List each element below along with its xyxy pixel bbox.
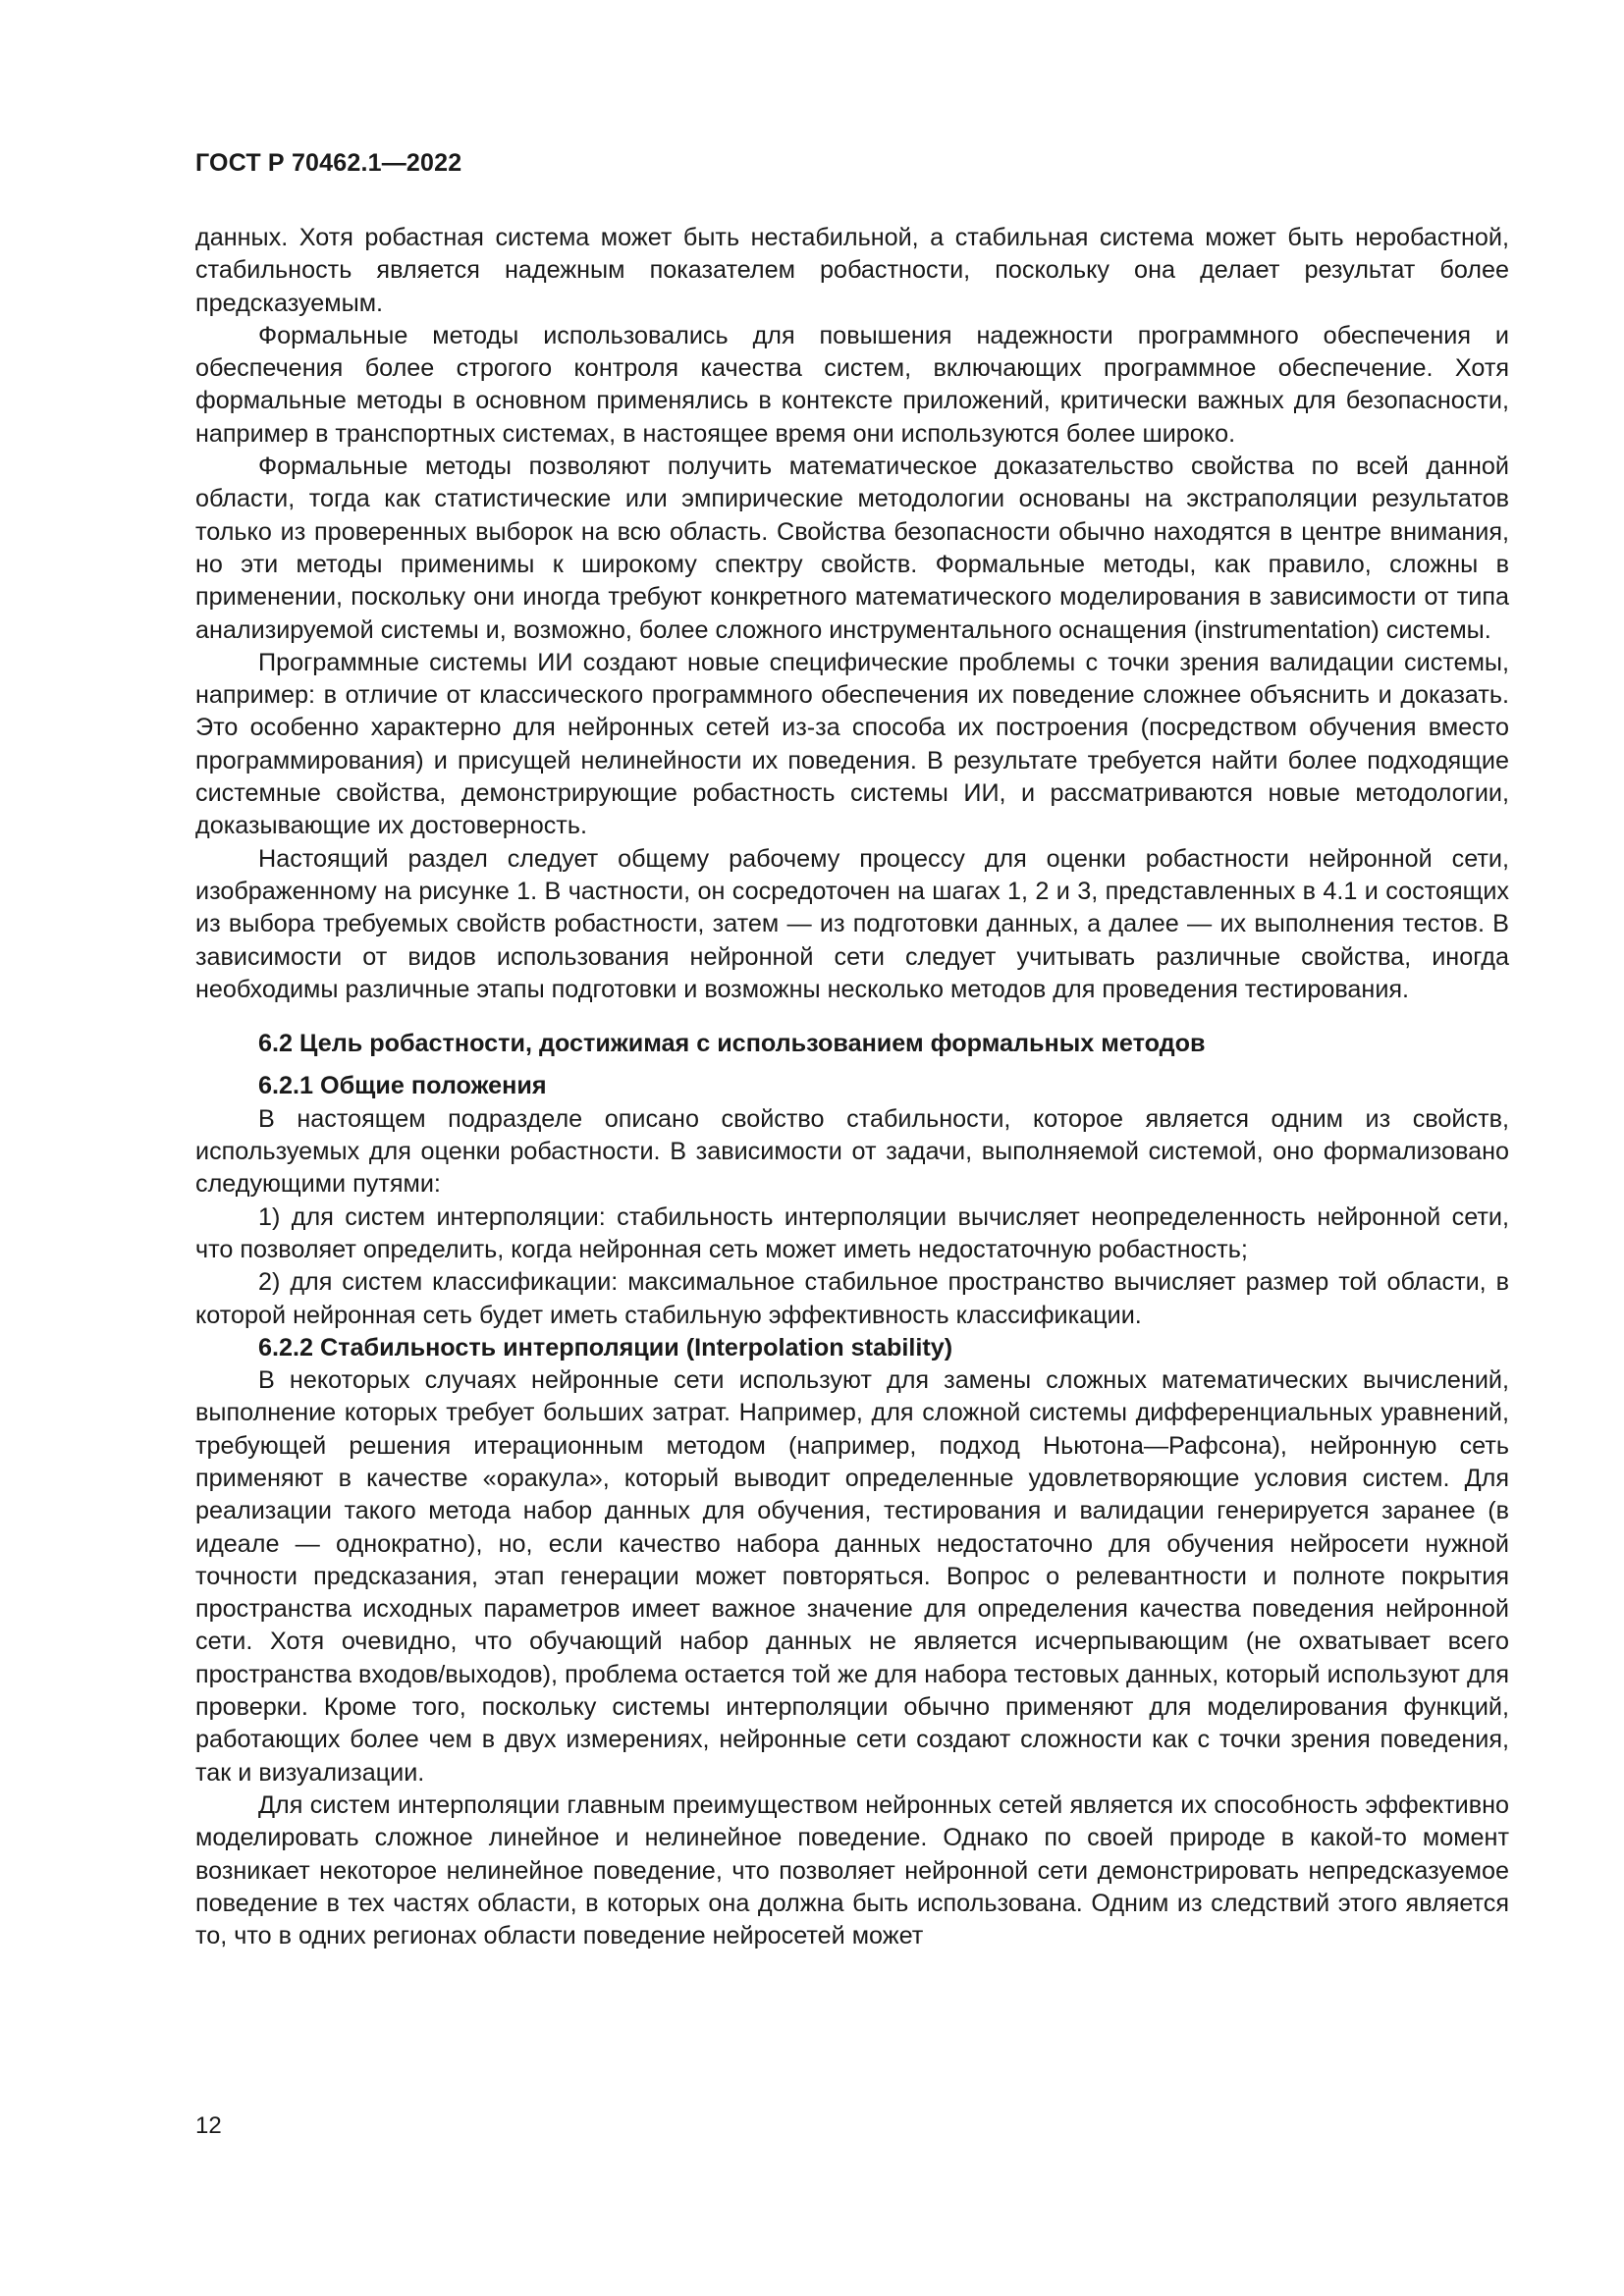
list-item: 2) для систем классификации: максимальное стабильное пространство вычисляет размер той области, в которой нейронная сеть будет иметь стабильную эффективность классификации. <box>195 1268 1509 1329</box>
paragraph: данных. Хотя робастная система может быть нестабильной, а стабильная система может быть неробастной, стабильность является надежным показателем робастности, поскольку она делает результат более предсказуемым. <box>195 224 1509 317</box>
paragraph: Настоящий раздел следует общему рабочему процессу для оценки робастности нейронной сети, изображенному на рисунке 1. В частности, он сосредоточен на шагах 1, 2 и 3, представленных в 4.1 и состоящих из выбора требуемых свойств робастности, затем — из подготовки данных, а далее — их выполнения тестов. В зависимости от видов использования нейронной сети следует учитывать различные свойства, иногда необходимы различные этапы подготовки и возможны несколько методов для проведения тестирования. <box>195 844 1509 1003</box>
document-header: ГОСТ Р 70462.1—2022 <box>195 149 462 177</box>
paragraph: В настоящем подразделе описано свойство стабильности, которое является одним из свойств, используемых для оценки робастности. В зависимости от задачи, выполняемой системой, оно формализовано следующими путями: <box>195 1104 1509 1199</box>
document-body <box>195 222 1509 1952</box>
paragraph: Формальные методы использовались для повышения надежности программного обеспечения и обеспечения более строгого контроля качества систем, включающих программное обеспечение. Хотя формальные методы в основном применялись в контексте приложений, критически важных для безопасности, например в транспортных системах, в настоящее время они используются более широко. <box>195 321 1509 448</box>
section-heading-6-2: 6.2 Цель робастности, достижимая с использованием формальных методов <box>258 1030 1206 1058</box>
subsection-heading-6-2-2: 6.2.2 Стабильность интерполяции (Interpolation stability) <box>258 1333 953 1362</box>
list-item: 1) для систем интерполяции: стабильность интерполяции вычисляет неопределенность нейронной сети, что позволяет определить, когда нейронная сеть может иметь недостаточную робастность; <box>195 1202 1509 1263</box>
paragraph: Формальные методы позволяют получить математическое доказательство свойства по всей данной области, тогда как статистические или эмпирические методологии основаны на экстраполяции результатов только из проверенных выборок на всю область. Свойства безопасности обычно находятся в центре внимания, но эти методы применимы к широкому спектру свойств. Формальные методы, как правило, сложны в применении, поскольку они иногда требуют конкретного математического моделирования в зависимости от типа анализируемой системы и, возможно, более сложного инструментального оснащения (instrumentation) системы. <box>195 453 1509 644</box>
paragraph: Программные системы ИИ создают новые специфические проблемы с точки зрения валидации системы, например: в отличие от классического программного обеспечения их поведение сложнее объяснить и доказать. Это особенно характерно для нейронных сетей из-за способа их построения (посредством обучения вместо программирования) и присущей нелинейности их поведения. В результате требуется найти более подходящие системные свойства, демонстрирующие робастность системы ИИ, и рассматриваются новые методологии, доказывающие их достоверность. <box>195 648 1509 840</box>
paragraph: Для систем интерполяции главным преимуществом нейронных сетей является их способность эффективно моделировать сложное линейное и нелинейное поведение. Однако по своей природе в какой-то момент возникает некоторое нелинейное поведение, что позволяет нейронной сети демонстрировать непредсказуемое поведение в тех частях области, в которых она должна быть использована. Одним из следствий этого является то, что в одних регионах области поведение нейросетей может <box>195 1790 1509 1950</box>
page-number: 12 <box>195 2112 222 2139</box>
subsection-heading-6-2-1: 6.2.1 Общие положения <box>258 1072 547 1100</box>
paragraph: В некоторых случаях нейронные сети используют для замены сложных математических вычислений, выполнение которых требует больших затрат. Например, для сложной системы дифференциальных уравнений, требующей решения итерационным методом (например, подход Ньютона—Рафсона), нейронную сеть применяют в качестве «оракула», который выводит определенные удовлетворяющие условия систем. Для реализации такого метода набор данных для обучения, тестирования и валидации генерируется заранее (в идеале — однократно), но, если качество набора данных недостаточно для обучения нейросети нужной точности предсказания, этап генерации может повторяться. Вопрос о релевантности и полноте покрытия пространства исходных параметров имеет важное значение для определения качества поведения нейронной сети. Хотя очевидно, что обучающий набор данных не является исчерпывающим (не охватывает всего пространства входов/выходов), проблема остается той же для набора тестовых данных, который используют для проверки. Кроме того, поскольку системы интерполяции обычно применяют для моделирования функций, работающих более чем в двух измерениях, нейронные сети создают сложности как с точки зрения поведения, так и визуализации. <box>195 1366 1509 1787</box>
